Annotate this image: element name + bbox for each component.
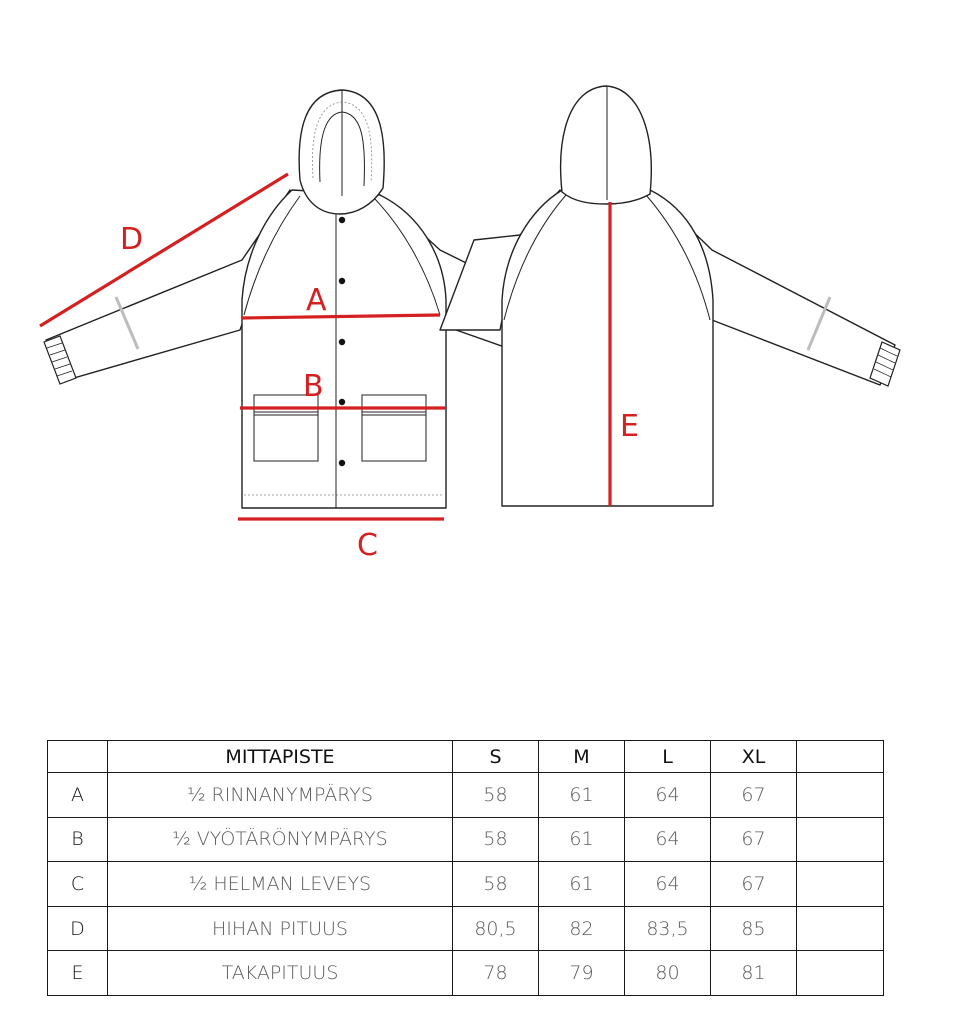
back-body — [502, 190, 713, 506]
row-value-xl: 67 — [711, 817, 797, 862]
row-value-m: 61 — [539, 862, 625, 907]
row-value-m: 82 — [539, 906, 625, 951]
row-value-s: 58 — [453, 862, 539, 907]
row-value-s: 80,5 — [453, 906, 539, 951]
front-button-2 — [339, 278, 345, 284]
table-header-row — [48, 741, 884, 773]
table-row — [48, 817, 884, 862]
row-value-s: 58 — [453, 817, 539, 862]
table-row — [48, 906, 884, 951]
row-extra — [797, 817, 884, 862]
row-code: A — [48, 773, 108, 818]
row-value-m: 61 — [539, 773, 625, 818]
label-b: B — [303, 369, 324, 404]
front-button-4 — [339, 399, 345, 405]
row-value-m: 61 — [539, 817, 625, 862]
header-size-m: M — [539, 741, 625, 773]
row-value-xl: 67 — [711, 862, 797, 907]
header-size-xl: XL — [711, 741, 797, 773]
label-d: D — [120, 222, 144, 257]
front-body — [242, 190, 446, 508]
header-measurement-point: MITTAPISTE — [108, 741, 453, 773]
row-name: ½ RINNANYMPÄRYS — [108, 773, 453, 818]
row-value-m: 79 — [539, 951, 625, 996]
table-row — [48, 951, 884, 996]
row-extra — [797, 773, 884, 818]
header-extra — [797, 741, 884, 773]
row-extra — [797, 951, 884, 996]
front-button-1 — [339, 217, 345, 223]
header-size-s: S — [453, 741, 539, 773]
row-name: HIHAN PITUUS — [108, 906, 453, 951]
row-value-s: 58 — [453, 773, 539, 818]
row-code: B — [48, 817, 108, 862]
row-value-l: 83,5 — [625, 906, 711, 951]
table-row — [48, 862, 884, 907]
row-code: D — [48, 906, 108, 951]
row-value-xl: 85 — [711, 906, 797, 951]
size-chart-table — [47, 740, 884, 996]
row-name: ½ HELMAN LEVEYS — [108, 862, 453, 907]
row-value-xl: 67 — [711, 773, 797, 818]
row-extra — [797, 906, 884, 951]
back-hood — [561, 86, 652, 204]
row-code: E — [48, 951, 108, 996]
label-a: A — [306, 283, 327, 318]
row-value-xl: 81 — [711, 951, 797, 996]
row-value-l: 64 — [625, 817, 711, 862]
row-code: C — [48, 862, 108, 907]
row-value-l: 80 — [625, 951, 711, 996]
table-row — [48, 773, 884, 818]
header-size-l: L — [625, 741, 711, 773]
row-value-l: 64 — [625, 773, 711, 818]
row-value-s: 78 — [453, 951, 539, 996]
row-extra — [797, 862, 884, 907]
front-button-5 — [339, 460, 345, 466]
row-value-l: 64 — [625, 862, 711, 907]
label-c: C — [357, 528, 378, 563]
header-code — [48, 741, 108, 773]
front-button-3 — [339, 339, 345, 345]
label-e: E — [620, 409, 639, 444]
row-name: ½ VYÖTÄRÖNYMPÄRYS — [108, 817, 453, 862]
row-name: TAKAPITUUS — [108, 951, 453, 996]
jacket-back-view — [440, 86, 900, 506]
